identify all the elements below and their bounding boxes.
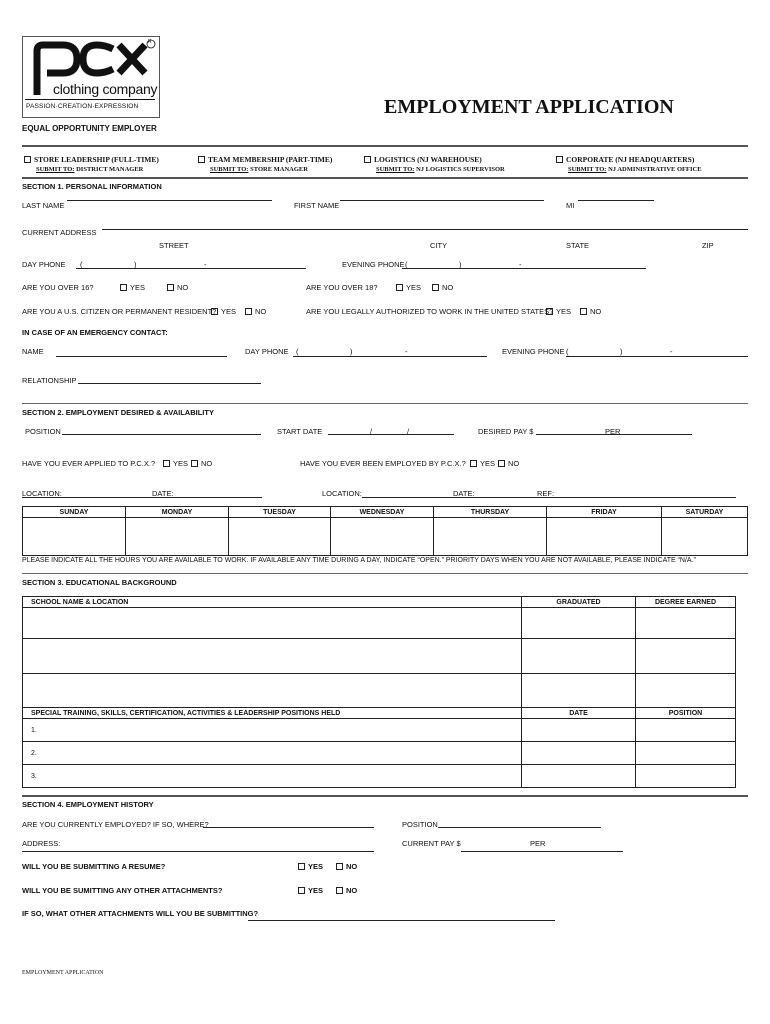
position-option-logistics[interactable]: LOGISTICS (NJ WAREHOUSE) SUBMIT TO: NJ LOGISTICS SUPERVISOR bbox=[364, 155, 505, 173]
phone-dash: - bbox=[519, 260, 522, 269]
section1-title: SECTION 1. PERSONAL INFORMATION bbox=[22, 182, 162, 191]
last-name-field[interactable] bbox=[67, 200, 272, 201]
location-date-ref-field[interactable] bbox=[362, 497, 736, 498]
checkbox[interactable] bbox=[336, 887, 343, 894]
section3-title: SECTION 3. EDUCATIONAL BACKGROUND bbox=[22, 578, 177, 587]
resume-yes[interactable]: YES bbox=[298, 862, 323, 871]
phone-dash: - bbox=[204, 260, 207, 269]
relationship-label: RELATIONSHIP bbox=[22, 376, 77, 385]
date-cell[interactable] bbox=[522, 765, 636, 788]
availability-cell[interactable] bbox=[547, 518, 662, 556]
paren-open: ( bbox=[296, 347, 299, 356]
graduated-header: GRADUATED bbox=[522, 597, 636, 608]
graduated-cell[interactable] bbox=[522, 674, 636, 708]
start-date-field[interactable] bbox=[328, 434, 454, 435]
address-field[interactable] bbox=[102, 229, 748, 230]
education-table bbox=[22, 596, 736, 788]
degree-cell[interactable] bbox=[636, 674, 736, 708]
checkbox[interactable] bbox=[364, 156, 371, 163]
evening-phone-label: EVENING PHONE bbox=[342, 260, 405, 269]
checkbox[interactable] bbox=[120, 284, 127, 291]
emergency-name-field[interactable] bbox=[56, 356, 227, 357]
registered-mark: R bbox=[148, 39, 152, 45]
checkbox[interactable] bbox=[198, 156, 205, 163]
paren-close: ) bbox=[620, 347, 623, 356]
checkbox[interactable] bbox=[298, 887, 305, 894]
applied-no[interactable]: NO bbox=[191, 459, 212, 468]
logo-subtitle: clothing company bbox=[53, 81, 158, 97]
state-label: STATE bbox=[566, 241, 590, 250]
logo-tagline: PASSION·CREATION·EXPRESSION bbox=[26, 103, 139, 110]
citizen-no[interactable]: NO bbox=[245, 307, 266, 316]
availability-cell[interactable] bbox=[126, 518, 229, 556]
day-header: SATURDAY bbox=[662, 507, 748, 518]
last-name-label: LAST NAME bbox=[22, 201, 65, 210]
section1-rule bbox=[22, 177, 748, 179]
checkbox[interactable] bbox=[580, 308, 587, 315]
pay-per-label: PER bbox=[605, 427, 621, 436]
position-field[interactable] bbox=[62, 434, 261, 435]
date-cell[interactable] bbox=[522, 719, 636, 742]
position-option-corporate[interactable]: CORPORATE (NJ HEADQUARTERS) SUBMIT TO: NJ ADMINISTRATIVE OFFICE bbox=[556, 155, 702, 173]
position-cell[interactable] bbox=[636, 742, 736, 765]
currently-employed-label: ARE YOU CURRENTLY EMPLOYED? IF SO, WHERE? bbox=[22, 820, 209, 829]
position-option-store-leadership[interactable]: STORE LEADERSHIP (FULL-TIME) SUBMIT TO: DISTRICT MANAGER bbox=[24, 155, 159, 173]
paren-close: ) bbox=[350, 347, 353, 356]
checkbox[interactable] bbox=[556, 156, 563, 163]
header-rule bbox=[22, 145, 748, 147]
mi-label: MI bbox=[566, 201, 575, 210]
training-cell[interactable] bbox=[23, 742, 522, 765]
position-option-team-membership[interactable]: TEAM MEMBERSHIP (PART-TIME) SUBMIT TO: STORE MANAGER bbox=[198, 155, 332, 173]
day-header: FRIDAY bbox=[547, 507, 662, 518]
start-date-label: START DATE bbox=[277, 427, 323, 436]
date-cell[interactable] bbox=[522, 742, 636, 765]
date-label: DATE: bbox=[152, 489, 174, 498]
day-header: SUNDAY bbox=[23, 507, 126, 518]
row-number: 3. bbox=[31, 772, 37, 780]
authorized-no[interactable]: NO bbox=[580, 307, 601, 316]
availability-note: PLEASE INDICATE ALL THE HOURS YOU ARE AVAILABLE TO WORK. IF AVAILABLE ANY TIME DURING A DAY, INDICATE “OPEN.” PRIORITY DAYS WHEN YOU ARE NOT AVAILABLE, PLEASE INDICATE “N/A.” bbox=[22, 557, 696, 564]
resume-label: WILL YOU BE SUBMITTING A RESUME? bbox=[22, 862, 166, 871]
degree-header: DEGREE EARNED bbox=[636, 597, 736, 608]
zip-label: ZIP bbox=[702, 241, 714, 250]
emergency-day-phone-field[interactable] bbox=[293, 356, 487, 357]
mi-field[interactable] bbox=[578, 200, 654, 201]
checkbox[interactable] bbox=[191, 460, 198, 467]
checkbox[interactable] bbox=[396, 284, 403, 291]
position-cell[interactable] bbox=[636, 719, 736, 742]
checkbox[interactable] bbox=[167, 284, 174, 291]
company-logo bbox=[22, 36, 160, 118]
resume-no[interactable]: NO bbox=[336, 862, 357, 871]
day-header: TUESDAY bbox=[229, 507, 331, 518]
day-phone-field[interactable] bbox=[76, 268, 306, 269]
page-title: EMPLOYMENT APPLICATION bbox=[384, 96, 674, 118]
emergency-evening-phone-label: EVENING PHONE bbox=[502, 347, 565, 356]
employed-label: HAVE YOU EVER BEEN EMPLOYED BY P.C.X.? bbox=[300, 459, 466, 468]
position-cell[interactable] bbox=[636, 765, 736, 788]
employed-no[interactable]: NO bbox=[498, 459, 519, 468]
over16-yes[interactable]: YES bbox=[120, 283, 145, 292]
section4-rule bbox=[22, 795, 748, 797]
training-cell[interactable] bbox=[23, 765, 522, 788]
history-address-label: ADDRESS: bbox=[22, 839, 61, 848]
training-cell[interactable] bbox=[23, 719, 522, 742]
over16-no[interactable]: NO bbox=[167, 283, 188, 292]
relationship-field[interactable] bbox=[78, 383, 261, 384]
emergency-evening-phone-field[interactable] bbox=[566, 356, 748, 357]
current-address-label: CURRENT ADDRESS bbox=[22, 228, 97, 237]
position-label: POSITION bbox=[25, 427, 61, 436]
footer-label: EMPLOYMENT APPLICATION bbox=[22, 970, 104, 976]
first-name-label: FIRST NAME bbox=[294, 201, 340, 210]
availability-cell[interactable] bbox=[229, 518, 331, 556]
evening-phone-field[interactable] bbox=[402, 268, 646, 269]
school-cell[interactable] bbox=[23, 608, 522, 639]
phone-dash: - bbox=[670, 347, 673, 356]
current-pay-field[interactable] bbox=[461, 851, 623, 852]
location-label: LOCATION: bbox=[22, 489, 62, 498]
which-attachments-label: IF SO, WHAT OTHER ATTACHMENTS WILL YOU BE SUBMITTING? bbox=[22, 909, 259, 918]
paren-open: ( bbox=[566, 347, 569, 356]
position-header: POSITION bbox=[636, 708, 736, 719]
attachments-no[interactable]: NO bbox=[336, 886, 357, 895]
ref-label: REF: bbox=[537, 489, 555, 498]
paren-close: ) bbox=[459, 260, 462, 269]
checkbox[interactable] bbox=[498, 460, 505, 467]
history-address-field[interactable] bbox=[22, 851, 374, 852]
row-number: 2. bbox=[31, 749, 37, 757]
section4-title: SECTION 4. EMPLOYMENT HISTORY bbox=[22, 800, 154, 809]
current-pay-label: CURRENT PAY $ bbox=[402, 839, 461, 848]
availability-cell[interactable] bbox=[662, 518, 748, 556]
authorized-yes[interactable]: YES bbox=[546, 307, 571, 316]
authorized-label: ARE YOU LEGALLY AUTHORIZED TO WORK IN THE UNITED STATES? bbox=[306, 307, 554, 316]
checkbox[interactable] bbox=[24, 156, 31, 163]
degree-cell[interactable] bbox=[636, 608, 736, 639]
availability-cell[interactable] bbox=[23, 518, 126, 556]
checkbox[interactable] bbox=[245, 308, 252, 315]
paren-close: ) bbox=[134, 260, 137, 269]
street-label: STREET bbox=[159, 241, 189, 250]
date-slash: / bbox=[407, 427, 410, 436]
over18-label: ARE YOU OVER 18? bbox=[306, 283, 378, 292]
graduated-cell[interactable] bbox=[522, 639, 636, 674]
date-slash: / bbox=[370, 427, 373, 436]
checkbox[interactable] bbox=[432, 284, 439, 291]
logo-rule bbox=[25, 99, 155, 100]
section2-title: SECTION 2. EMPLOYMENT DESIRED & AVAILABILITY bbox=[22, 408, 214, 417]
date-header: DATE bbox=[522, 708, 636, 719]
availability-cell[interactable] bbox=[331, 518, 434, 556]
school-cell[interactable] bbox=[23, 639, 522, 674]
degree-cell[interactable] bbox=[636, 639, 736, 674]
availability-table bbox=[22, 506, 748, 556]
graduated-cell[interactable] bbox=[522, 608, 636, 639]
checkbox[interactable] bbox=[546, 308, 553, 315]
row-number: 1. bbox=[31, 726, 37, 734]
school-header: SCHOOL NAME & LOCATION bbox=[23, 597, 522, 608]
history-position-field[interactable] bbox=[438, 827, 601, 828]
over18-no[interactable]: NO bbox=[432, 283, 453, 292]
attachments-label: WILL YOU BE SUMITTING ANY OTHER ATTACHMENTS? bbox=[22, 886, 223, 895]
checkbox[interactable] bbox=[298, 863, 305, 870]
checkbox[interactable] bbox=[163, 460, 170, 467]
first-name-field[interactable] bbox=[340, 200, 544, 201]
phone-dash: - bbox=[405, 347, 408, 356]
employed-yes[interactable]: YES bbox=[470, 459, 495, 468]
day-header: MONDAY bbox=[126, 507, 229, 518]
applied-label: HAVE YOU EVER APPLIED TO P.C.X.? bbox=[22, 459, 156, 468]
section2-rule bbox=[22, 403, 748, 404]
availability-cell[interactable] bbox=[434, 518, 547, 556]
citizen-label: ARE YOU A U.S. CITIZEN OR PERMANENT RESIDENT? bbox=[22, 307, 217, 316]
emergency-day-phone-label: DAY PHONE bbox=[245, 347, 289, 356]
date-label-2: DATE: bbox=[453, 489, 475, 498]
desired-pay-label: DESIRED PAY $ bbox=[478, 427, 534, 436]
citizen-yes[interactable]: YES bbox=[211, 307, 236, 316]
paren-open: ( bbox=[405, 260, 408, 269]
applied-yes[interactable]: YES bbox=[163, 459, 188, 468]
attachments-yes[interactable]: YES bbox=[298, 886, 323, 895]
day-phone-label: DAY PHONE bbox=[22, 260, 66, 269]
paren-open: ( bbox=[80, 260, 83, 269]
checkbox[interactable] bbox=[336, 863, 343, 870]
location-date-field[interactable] bbox=[22, 497, 262, 498]
history-position-label: POSITION bbox=[402, 820, 438, 829]
day-header: THURSDAY bbox=[434, 507, 547, 518]
checkbox[interactable] bbox=[470, 460, 477, 467]
special-training-header: SPECIAL TRAINING, SKILLS, CERTIFICATION, ACTIVITIES & LEADERSHIP POSITIONS HELD bbox=[23, 708, 522, 719]
desired-pay-field[interactable] bbox=[536, 434, 692, 435]
current-pay-per-label: PER bbox=[530, 839, 546, 848]
over16-label: ARE YOU OVER 16? bbox=[22, 283, 94, 292]
which-attachments-field[interactable] bbox=[248, 920, 555, 921]
location-label-2: LOCATION: bbox=[322, 489, 362, 498]
school-cell[interactable] bbox=[23, 674, 522, 708]
section3-rule bbox=[22, 573, 748, 574]
emergency-name-label: NAME bbox=[22, 347, 44, 356]
emergency-contact-heading: IN CASE OF AN EMERGENCY CONTACT: bbox=[22, 328, 168, 337]
checkbox[interactable] bbox=[211, 308, 218, 315]
eoe-label: EQUAL OPPORTUNITY EMPLOYER bbox=[22, 124, 157, 133]
over18-yes[interactable]: YES bbox=[396, 283, 421, 292]
day-header: WEDNESDAY bbox=[331, 507, 434, 518]
currently-employed-field[interactable] bbox=[203, 827, 374, 828]
city-label: CITY bbox=[430, 241, 448, 250]
